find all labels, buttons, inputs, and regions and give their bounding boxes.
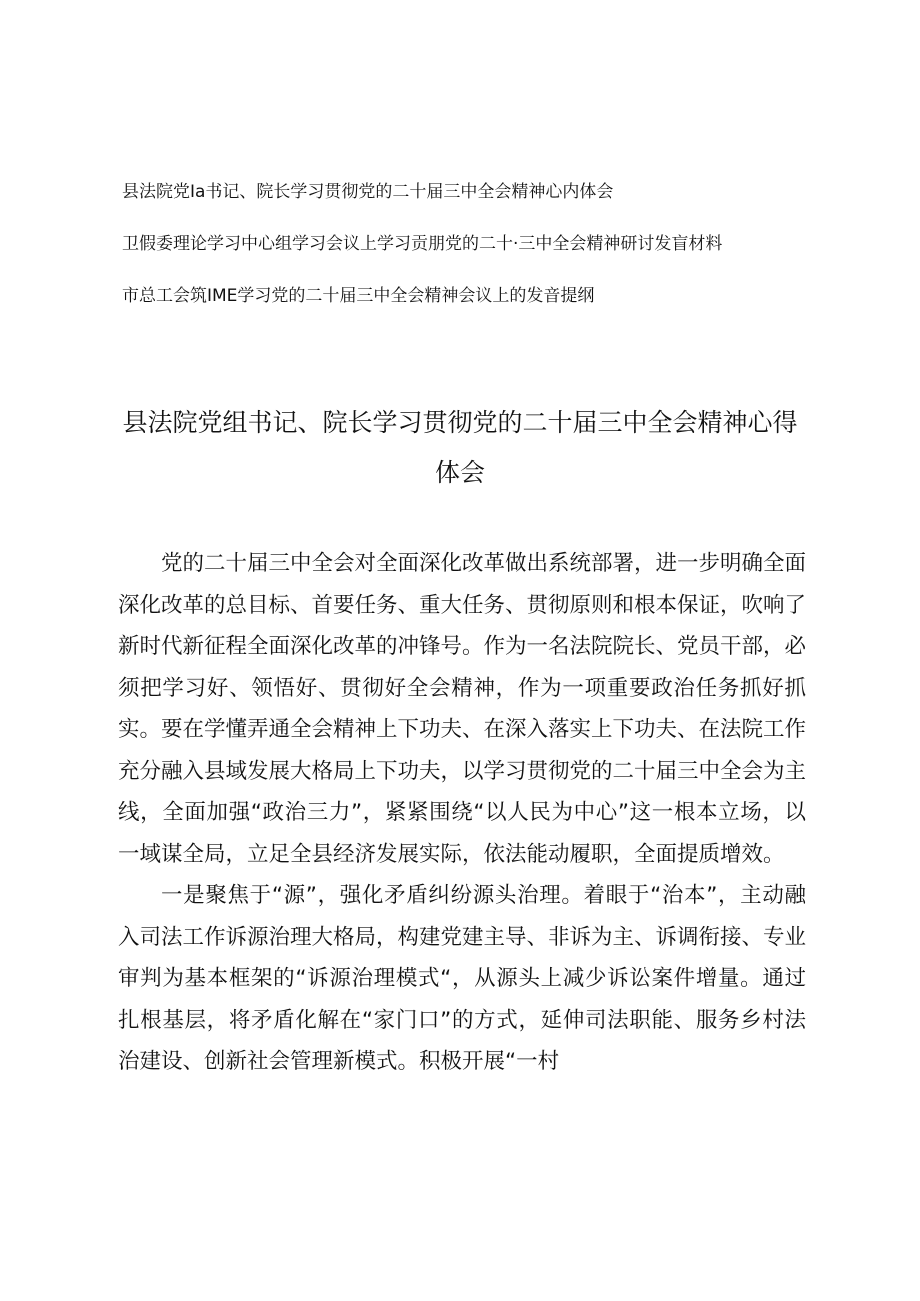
body-paragraph: 一是聚焦于“源”，强化矛盾纠纷源头治理。着眼于“治本”，主动融入司法工作诉源治理大格局，构建党建主导、非诉为主、诉调衔接、专业审判为基本框架的“诉源治理模式“，从源头上减少诉讼案件增量。通过扎根基层，将矛盾化解在“家门口”的方式，延伸司法职能、服务乡村法治建设、创新社会管理新模式。积极开展“一村 (118, 883, 807, 1074)
article-body (118, 543, 806, 1083)
toc-item[interactable]: 市总工会筑IME学习党的二十届三中全会精神会议上的发音提纲 (122, 286, 595, 306)
table-of-contents (122, 178, 822, 334)
toc-item[interactable]: 县法院党Ia书记、院长学习贯彻党的二十届三中全会精神心内体会 (122, 182, 614, 202)
toc-item[interactable]: 卫假委理论学习中心组学习会议上学习贡朋党的二十·三中全会精神研讨发盲材料 (122, 234, 723, 254)
body-paragraph: 党的二十届三中全会对全面深化改革做出系统部署，进一步明确全面深化改革的总目标、首要任务、重大任务、贯彻原则和根本保证，吹响了新时代新征程全面深化改革的冲锋号。作为一名法院院长、党员干部，必须把学习好、领悟好、贯彻好全会精神，作为一项重要政治任务抓好抓实。要在学懂弄通全会精神上下功夫、在深入落实上下功夫、在法院工作充分融入县域发展大格局上下功夫，以学习贯彻党的二十届三中全会为主线，全面加强“政治三力”，紧紧围绕“以人民为中心”这一根本立场，以一域谋全局，立足全县经济发展实际，依法能动履职，全面提质增效。 (118, 551, 807, 867)
article-title: 县法院党组书记、院长学习贯彻党的二十届三中全会精神心得体会 (122, 408, 798, 487)
